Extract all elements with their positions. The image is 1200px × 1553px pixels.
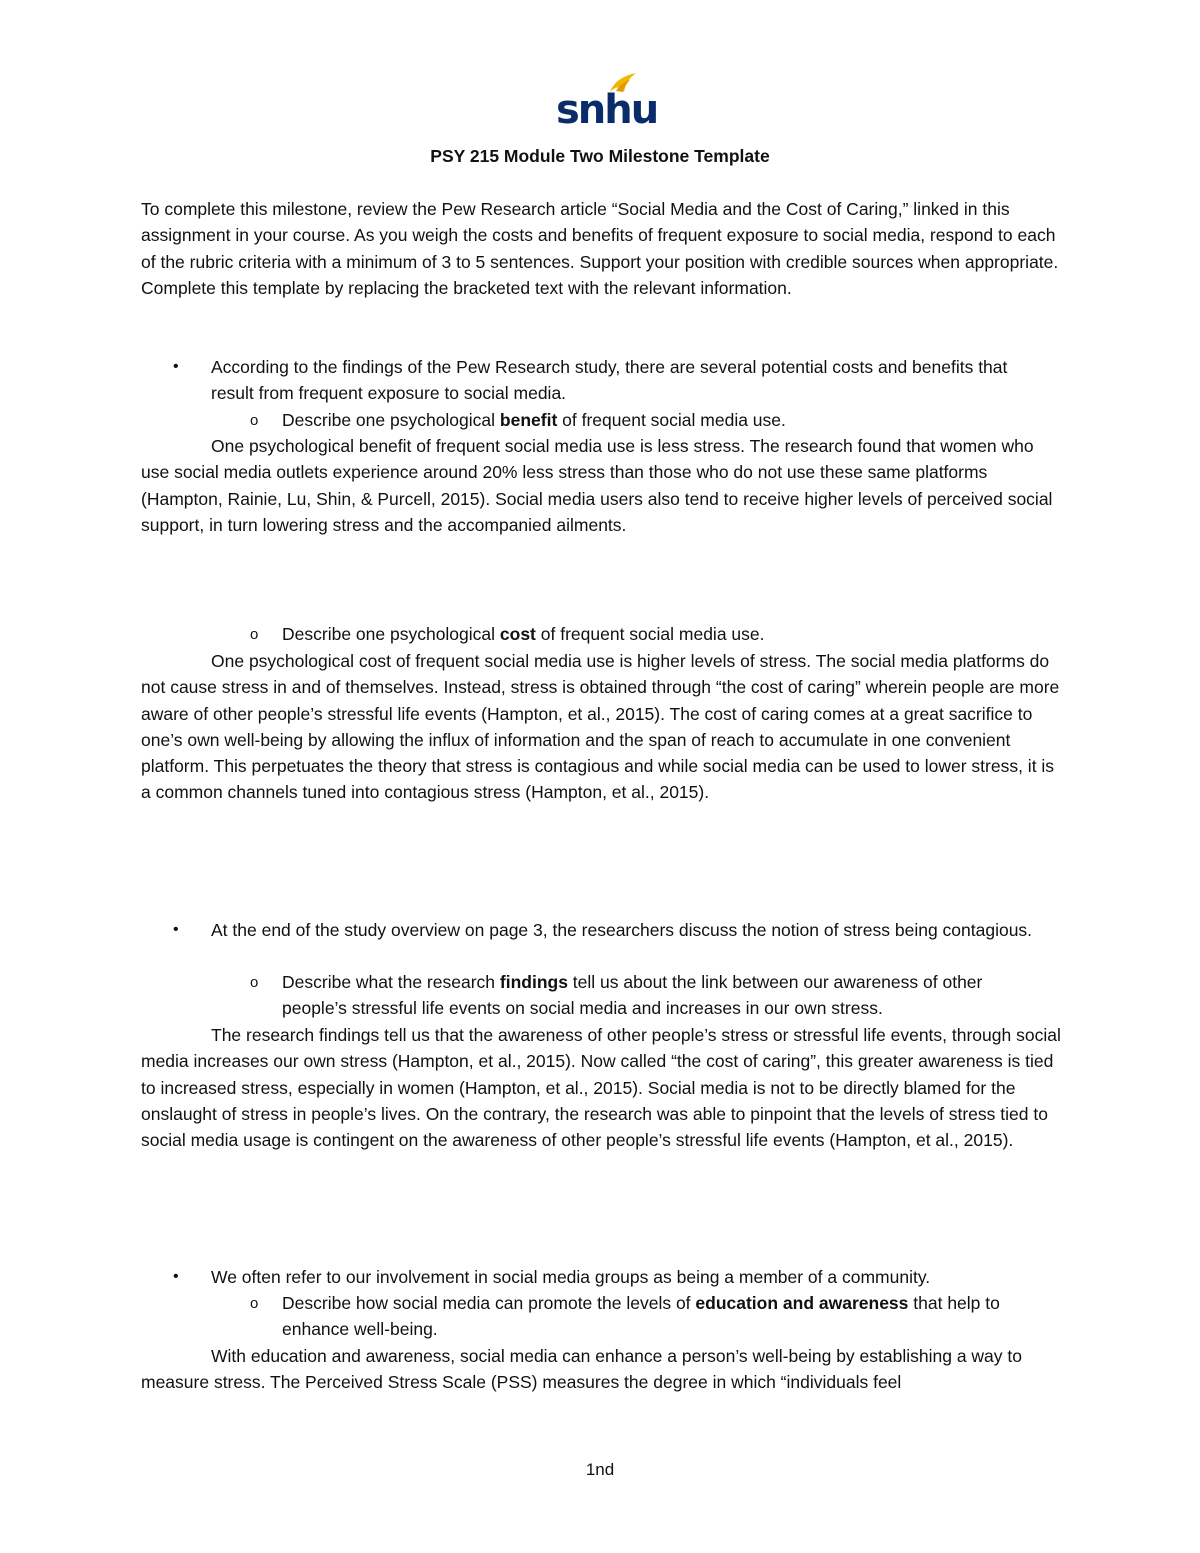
bullet-marker: • [173,358,179,375]
sub-bullet-marker: o [250,412,259,429]
page-title: PSY 215 Module Two Milestone Template [430,146,770,166]
bullet-marker: • [173,921,179,938]
logo-wordmark: snhu [556,87,658,133]
section-2-bullet: At the end of the study overview on page 3, the researchers discuss the notion of stress being contagious. [211,920,1033,940]
answer-contagious-stress: The research findings tell us that the awareness of other people’s stress or stressful life events, through social media increases our own stress (Hampton, et al., 2015). Now called “the cost of caring”, this greater awareness is tied to increased stress, especially in women (Hampton, et al., 2015). Social media is not to be directly blamed for the onslaught of stress in people’s lives. On the contrary, the research was able to pinpoint that the levels of stress tied to social media usage is contingent on the awareness of other people’s stressful life events (Hampton, et al., 2015). [141,1025,1061,1151]
sub-bullet-marker: o [250,974,259,991]
answer-cost: One psychological cost of frequent social media use is higher levels of stress. The social media platforms do not cause stress in and of themselves. Instead, stress is obtained through “the cost of caring” wherein people are more aware of other people’s stressful life events (Hampton, et al., 2015). The cost of caring comes at a great sacrifice to one’s own well-being by allowing the influx of information and the span of reach to accumulate in one convenient platform. This perpetuates the theory that stress is contagious and while social media can be used to lower stress, it is a common channels tuned into contagious stress (Hampton, et al., 2015). [141,651,1060,803]
sub-bullet-marker: o [250,626,259,643]
section-1-prompt-benefit: Describe one psychological benefit of frequent social media use. [282,410,786,430]
page-footer: 1nd [585,1460,615,1479]
section-1-prompt-cost: Describe one psychological cost of frequent social media use. [282,624,765,644]
bullet-marker: • [173,1268,179,1285]
section-3-prompt: Describe how social media can promote the levels of education and awareness that help to enhance well-being. [282,1293,1000,1340]
section-3-bullet: We often refer to our involvement in social media groups as being a member of a community. [211,1267,931,1287]
sub-bullet-marker: o [250,1295,259,1312]
intro-paragraph: To complete this milestone, review the Pew Research article “Social Media and the Cost of Caring,” linked in this assignment in your course. As you weigh the costs and benefits of frequent exposure to social media, respond to each of the rubric criteria with a minimum of 3 to 5 sentences. Support your position with credible sources when appropriate. Complete this template by replacing the bracketed text with the relevant information. [141,199,1059,298]
section-1-bullet: According to the findings of the Pew Research study, there are several potential costs and benefits that result from frequent exposure to social media. [211,357,1008,404]
answer-education-awareness: With education and awareness, social media can enhance a person’s well-being by establishing a way to measure stress. The Perceived Stress Scale (PSS) measures the degree in which “individuals feel [141,1346,1022,1393]
answer-benefit: One psychological benefit of frequent social media use is less stress. The research found that women who use social media outlets experience around 20% less stress than those who do not use these same platforms (Hampton, Rainie, Lu, Shin, & Purcell, 2015). Social media users also tend to receive higher levels of perceived social support, in turn lowering stress and the accompanied ailments. [141,436,1053,535]
section-2-prompt: Describe what the research findings tell us about the link between our awareness of other people’s stressful life events on social media and increases in our own stress. [282,972,983,1019]
snhu-logo [556,72,658,133]
